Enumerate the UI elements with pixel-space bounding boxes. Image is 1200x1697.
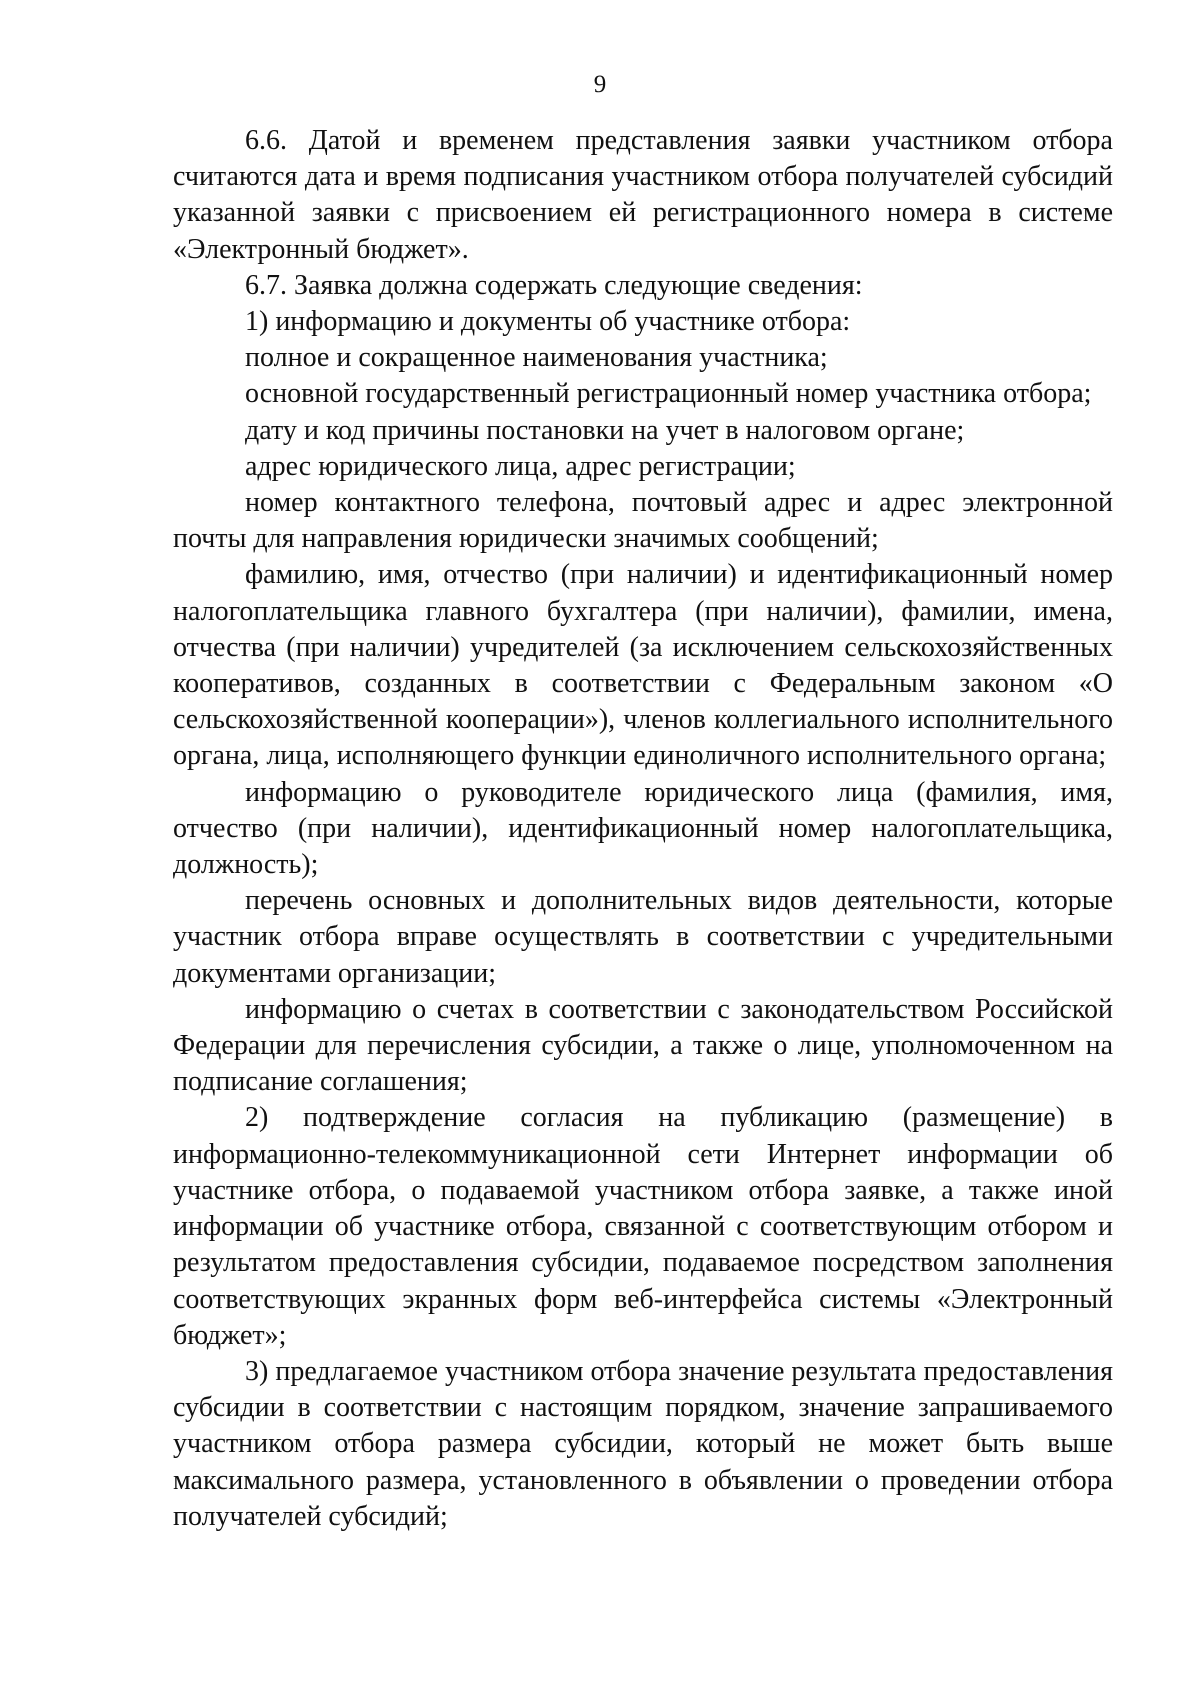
paragraph-6-7: 6.7. Заявка должна содержать следующие сведения: bbox=[245, 269, 863, 301]
list-subitem-accounts: информацию о счетах в соответствии с законодательством Российской Федерации для перечисления субсидии, а также о лице, уполномоченном на подписание соглашения; bbox=[173, 993, 1113, 1098]
list-subitem-kpp: дату и код причины постановки на учет в налоговом органе; bbox=[245, 414, 965, 446]
list-subitem-persons: фамилию, имя, отчество (при наличии) и идентификационный номер налогоплательщика главного бухгалтера (при наличии), фамилии, имена, отчества (при наличии) учредителей (за исключением сельскохозяйственных кооперативов, созданных в соответствии с Федеральным законом «О сельскохозяйственной кооперации»), членов коллегиального исполнительного органа, лица, исполняющего функции единоличного исполнительного органа; bbox=[173, 559, 1113, 772]
list-subitem-activities: перечень основных и дополнительных видов деятельности, которые участник отбора вправе осуществлять в соответствии с учредительными документами организации; bbox=[173, 885, 1113, 989]
page-number: 9 bbox=[593, 71, 607, 98]
list-item-1: 1) информацию и документы об участнике отбора: bbox=[245, 306, 851, 338]
list-subitem-names: полное и сокращенное наименования участника; bbox=[245, 342, 828, 374]
list-subitem-head: информацию о руководителе юридического лица (фамилия, имя, отчество (при наличии), идентификационный номер налогоплательщика, должность); bbox=[173, 776, 1113, 881]
list-item-3: 3) предлагаемое участником отбора значение результата предоставления субсидии в соответствии с настоящим порядком, значение запрашиваемого участником отбора размера субсидии, который не может быть выше максимального размера, установленного в объявлении о проведении отбора получателей субсидий; bbox=[173, 1355, 1113, 1532]
list-subitem-ogrn: основной государственный регистрационный номер участника отбора; bbox=[245, 378, 1092, 410]
list-subitem-contacts: номер контактного телефона, почтовый адрес и адрес электронной почты для направления юридически значимых сообщений; bbox=[173, 487, 1113, 555]
paragraph-6-6: 6.6. Датой и временем представления заявки участником отбора считаются дата и время подписания участником отбора получателей субсидий указанной заявки с присвоением ей регистрационного номера в системе «Электронный бюджет». bbox=[173, 125, 1113, 265]
list-item-2: 2) подтверждение согласия на публикацию (размещение) в информационно-телекоммуникационной сети Интернет информации об участнике отбора, о подаваемой участником отбора заявке, а также иной информации об участнике отбора, связанной с соответствующим отбором и результатом предоставления субсидии, подаваемое посредством заполнения соответствующих экранных форм веб-интерфейса системы «Электронный бюджет»; bbox=[173, 1102, 1113, 1351]
list-subitem-address: адрес юридического лица, адрес регистрации; bbox=[245, 450, 796, 482]
document-body bbox=[173, 123, 1113, 1535]
